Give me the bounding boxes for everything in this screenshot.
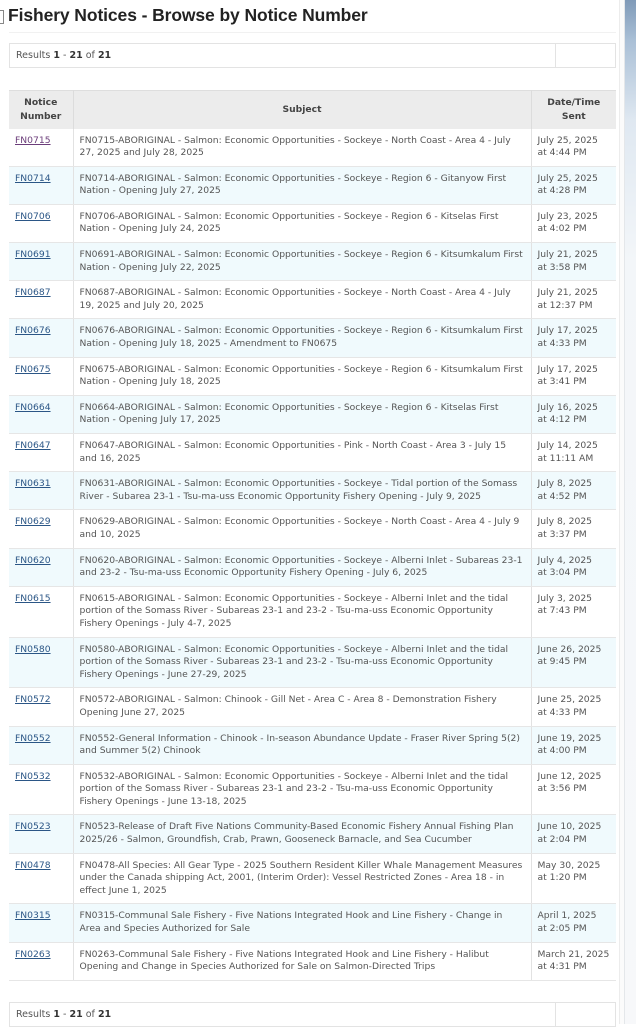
results-divider <box>555 44 556 67</box>
time-sent: at 1:20 PM <box>537 872 587 884</box>
notice-link[interactable]: FN0715 <box>15 134 51 146</box>
table-row <box>9 281 616 319</box>
notice-link[interactable]: FN0552 <box>15 732 51 744</box>
table-row <box>9 548 616 586</box>
date-sent: May 30, 2025 <box>537 859 601 871</box>
notice-number-cell <box>9 129 73 167</box>
subject-cell: FN0478-All Species: All Gear Type - 2025 Southern Resident Killer Whale Management Measures under the Canada shipping Act, 2001, (Interim Order): Vessel Restricted Zones - Area 18 - in effect June 1, 2025 <box>73 853 531 904</box>
time-sent: at 11:11 AM <box>537 452 594 464</box>
time-sent: at 12:37 PM <box>537 299 593 311</box>
table-header-row <box>9 91 616 129</box>
date-sent-cell <box>531 472 616 510</box>
results-text: Results 1 - 21 of 21 <box>16 1008 112 1020</box>
date-sent-cell <box>531 434 616 472</box>
subject-cell: FN0647-ABORIGINAL - Salmon: Economic Opportunities - Pink - North Coast - Area 3 - July 15 and 16, 2025 <box>73 434 531 472</box>
date-sent-cell <box>531 510 616 548</box>
table-row <box>9 243 616 281</box>
notice-link[interactable]: FN0580 <box>15 643 51 655</box>
notice-link[interactable]: FN0532 <box>15 770 51 782</box>
date-sent-cell <box>531 319 616 357</box>
subject-cell: FN0552-General Information - Chinook - In-season Abundance Update - Fraser River Spring 5(2) and Summer 5(2) Chinook <box>73 726 531 764</box>
date-sent: July 21, 2025 <box>537 249 598 261</box>
table-row <box>9 357 616 395</box>
table-row <box>9 815 616 853</box>
subject-cell: FN0676-ABORIGINAL - Salmon: Economic Opportunities - Sockeye - Region 6 - Kitsumkalum First Nation - Opening July 18, 2025 - Amendment to FN0675 <box>73 319 531 357</box>
date-sent: March 21, 2025 <box>537 948 610 960</box>
date-sent-cell <box>531 904 616 942</box>
subject-cell: FN0532-ABORIGINAL - Salmon: Economic Opportunities - Sockeye - Alberni Inlet and the tidal portion of the Somass River - Subareas 23-1 and 23-2 - Tsu-ma-uss Economic Opportunity Fishery Openings - June 13-18, 2025 <box>73 764 531 815</box>
date-sent: July 16, 2025 <box>537 401 598 413</box>
notice-link[interactable]: FN0706 <box>15 210 51 222</box>
date-sent-cell <box>531 726 616 764</box>
notice-number-cell <box>9 764 73 815</box>
date-sent: June 26, 2025 <box>537 643 602 655</box>
date-sent-cell <box>531 129 616 167</box>
date-sent: June 12, 2025 <box>537 770 602 782</box>
notice-link[interactable]: FN0664 <box>15 401 51 413</box>
subject-cell: FN0687-ABORIGINAL - Salmon: Economic Opportunities - Sockeye - North Coast - Area 4 - July 19, 2025 and July 20, 2025 <box>73 281 531 319</box>
date-sent: June 10, 2025 <box>537 821 602 833</box>
table-row <box>9 166 616 204</box>
notice-number-cell <box>9 688 73 726</box>
notice-link[interactable]: FN0714 <box>15 172 51 184</box>
date-sent: April 1, 2025 <box>537 910 597 922</box>
notice-number-cell <box>9 586 73 637</box>
date-sent-cell <box>531 586 616 637</box>
table-row <box>9 637 616 688</box>
notice-link[interactable]: FN0620 <box>15 554 51 566</box>
page-icon <box>0 10 4 24</box>
page-title: Fishery Notices - Browse by Notice Number <box>8 5 368 25</box>
time-sent: at 4:12 PM <box>537 414 587 426</box>
notice-number-cell <box>9 510 73 548</box>
results-content <box>9 43 616 1027</box>
date-sent: July 8, 2025 <box>537 516 593 528</box>
notice-number-cell <box>9 434 73 472</box>
results-text: Results 1 - 21 of 21 <box>16 50 112 61</box>
subject-cell: FN0263-Communal Sale Fishery - Five Nations Integrated Hook and Line Fishery - Halibut Opening and Change in Species Authorized for Sale on Salmon-Directed Trips <box>73 942 531 980</box>
notice-number-cell <box>9 357 73 395</box>
time-sent: at 9:45 PM <box>537 656 587 668</box>
time-sent: at 4:52 PM <box>537 490 587 502</box>
notice-link[interactable]: FN0647 <box>15 440 51 451</box>
notice-link[interactable]: FN0676 <box>15 325 51 337</box>
date-sent: July 25, 2025 <box>537 172 598 184</box>
time-sent: at 3:04 PM <box>537 567 587 579</box>
date-sent: June 25, 2025 <box>537 694 602 706</box>
notice-number-cell <box>9 395 73 433</box>
date-sent-cell <box>531 357 616 395</box>
date-sent: June 19, 2025 <box>537 732 602 744</box>
time-sent: at 3:41 PM <box>537 376 587 388</box>
date-sent: July 4, 2025 <box>537 554 593 566</box>
notice-link[interactable]: FN0629 <box>15 516 51 528</box>
notice-number-cell <box>9 853 73 904</box>
date-sent-cell <box>531 853 616 904</box>
notice-number-cell <box>9 942 73 980</box>
date-sent: July 8, 2025 <box>537 478 593 490</box>
date-sent-cell <box>531 395 616 433</box>
notice-link[interactable]: FN0675 <box>15 363 51 375</box>
date-sent-cell <box>531 243 616 281</box>
notice-link[interactable]: FN0631 <box>15 478 51 490</box>
date-sent-cell <box>531 281 616 319</box>
subject-cell: FN0315-Communal Sale Fishery - Five Nations Integrated Hook and Line Fishery - Change in Area and Species Authorized for Sale <box>73 904 531 942</box>
time-sent: at 4:00 PM <box>537 745 587 757</box>
subject-cell: FN0675-ABORIGINAL - Salmon: Economic Opportunities - Sockeye - Region 6 - Kitsumkalum First Nation - Opening July 18, 2025 <box>73 357 531 395</box>
subject-cell: FN0631-ABORIGINAL - Salmon: Economic Opportunities - Sockeye - Tidal portion of the Somass River - Subarea 23-1 - Tsu-ma-uss Economic Opportunity Fishery Opening - July 9, 2025 <box>73 472 531 510</box>
table-row <box>9 764 616 815</box>
table-row <box>9 319 616 357</box>
notice-number-cell <box>9 726 73 764</box>
time-sent: at 2:05 PM <box>537 923 587 935</box>
notices-table <box>9 90 616 981</box>
table-row <box>9 904 616 942</box>
time-sent: at 4:28 PM <box>537 185 587 197</box>
table-row <box>9 510 616 548</box>
table-row <box>9 434 616 472</box>
subject-cell: FN0615-ABORIGINAL - Salmon: Economic Opportunities - Sockeye - Alberni Inlet and the tidal portion of the Somass River - Subareas 23-1 and 23-2 - Tsu-ma-uss Economic Opportunity Fishery Openings - July 4-7, 2025 <box>73 586 531 637</box>
date-sent-cell <box>531 166 616 204</box>
notice-number-cell <box>9 904 73 942</box>
date-sent-cell <box>531 764 616 815</box>
subject-cell: FN0629-ABORIGINAL - Salmon: Economic Opportunities - Sockeye - North Coast - Area 4 - July 9 and 10, 2025 <box>73 510 531 548</box>
time-sent: at 4:31 PM <box>537 961 587 973</box>
date-sent-cell <box>531 942 616 980</box>
notice-number-cell <box>9 472 73 510</box>
notice-link[interactable]: FN0572 <box>15 694 51 706</box>
notice-number-cell <box>9 204 73 242</box>
date-sent-cell <box>531 815 616 853</box>
subject-cell: FN0706-ABORIGINAL - Salmon: Economic Opportunities - Sockeye - Region 6 - Kitselas First Nation - Opening July 24, 2025 <box>73 204 531 242</box>
results-summary-bottom <box>9 1002 616 1027</box>
time-sent: at 4:02 PM <box>537 223 587 235</box>
notice-link[interactable]: FN0687 <box>15 287 51 299</box>
notice-number-cell <box>9 166 73 204</box>
notice-number-cell <box>9 243 73 281</box>
date-sent-cell <box>531 204 616 242</box>
date-sent: July 14, 2025 <box>537 440 598 451</box>
results-summary-top <box>9 43 616 68</box>
notice-link[interactable]: FN0315 <box>15 910 51 922</box>
table-row <box>9 942 616 980</box>
time-sent: at 3:37 PM <box>537 528 587 540</box>
notice-link[interactable]: FN0691 <box>15 249 51 261</box>
time-sent: at 4:44 PM <box>537 147 587 159</box>
notice-link[interactable]: FN0263 <box>15 948 51 960</box>
date-sent: July 17, 2025 <box>537 325 598 337</box>
column-header-subject[interactable]: Subject <box>73 91 531 129</box>
time-sent: at 4:33 PM <box>537 706 587 718</box>
notice-number-cell <box>9 548 73 586</box>
subject-cell: FN0715-ABORIGINAL - Salmon: Economic Opportunities - Sockeye - North Coast - Area 4 - July 27, 2025 and July 28, 2025 <box>73 129 531 167</box>
table-row <box>9 129 616 167</box>
date-sent: July 23, 2025 <box>537 210 598 222</box>
notice-number-cell <box>9 637 73 688</box>
date-sent-cell <box>531 637 616 688</box>
time-sent: at 4:33 PM <box>537 338 587 350</box>
date-sent-cell <box>531 548 616 586</box>
table-row <box>9 688 616 726</box>
subject-cell: FN0523-Release of Draft Five Nations Community-Based Economic Fishery Annual Fishing Plan 2025/26 - Salmon, Groundfish, Crab, Prawn, Gooseneck Barnacle, and Sea Cucumber <box>73 815 531 853</box>
time-sent: at 3:58 PM <box>537 261 587 273</box>
date-sent: July 25, 2025 <box>537 134 598 146</box>
time-sent: at 7:43 PM <box>537 605 587 617</box>
subject-cell: FN0691-ABORIGINAL - Salmon: Economic Opportunities - Sockeye - Region 6 - Kitsumkalum First Nation - Opening July 22, 2025 <box>73 243 531 281</box>
time-sent: at 3:56 PM <box>537 783 587 795</box>
subject-cell: FN0714-ABORIGINAL - Salmon: Economic Opportunities - Sockeye - Region 6 - Gitanyow First Nation - Opening July 27, 2025 <box>73 166 531 204</box>
notice-number-cell <box>9 319 73 357</box>
date-sent-cell <box>531 688 616 726</box>
column-header-notice-number[interactable]: Notice Number <box>9 91 73 129</box>
notice-link[interactable]: FN0615 <box>15 592 51 604</box>
date-sent: July 21, 2025 <box>537 287 598 299</box>
subject-cell: FN0572-ABORIGINAL - Salmon: Chinook - Gill Net - Area C - Area 8 - Demonstration Fishery Opening June 27, 2025 <box>73 688 531 726</box>
results-divider <box>555 1003 556 1026</box>
notice-link[interactable]: FN0523 <box>15 821 51 833</box>
date-sent: July 17, 2025 <box>537 363 598 375</box>
table-row <box>9 853 616 904</box>
date-sent: July 3, 2025 <box>537 592 593 604</box>
subject-cell: FN0580-ABORIGINAL - Salmon: Economic Opportunities - Sockeye - Alberni Inlet and the tidal portion of the Somass River - Subareas 23-1 and 23-2 - Tsu-ma-uss Economic Opportunity Fishery Openings - June 27-29, 2025 <box>73 637 531 688</box>
table-row <box>9 472 616 510</box>
table-row <box>9 204 616 242</box>
notice-number-cell <box>9 281 73 319</box>
title-divider <box>9 32 616 33</box>
table-row <box>9 726 616 764</box>
notice-link[interactable]: FN0478 <box>15 859 51 871</box>
time-sent: at 2:04 PM <box>537 834 587 846</box>
table-row <box>9 586 616 637</box>
subject-cell: FN0620-ABORIGINAL - Salmon: Economic Opportunities - Sockeye - Alberni Inlet - Subareas 23-1 and 23-2 - Tsu-ma-uss Economic Opportunity Fishery Opening - July 6, 2025 <box>73 548 531 586</box>
window-background <box>624 0 636 1024</box>
table-row <box>9 395 616 433</box>
notice-number-cell <box>9 815 73 853</box>
column-header-date-sent[interactable]: Date/Time Sent <box>531 91 616 129</box>
subject-cell: FN0664-ABORIGINAL - Salmon: Economic Opportunities - Sockeye - Region 6 - Kitselas First Nation - Opening July 17, 2025 <box>73 395 531 433</box>
